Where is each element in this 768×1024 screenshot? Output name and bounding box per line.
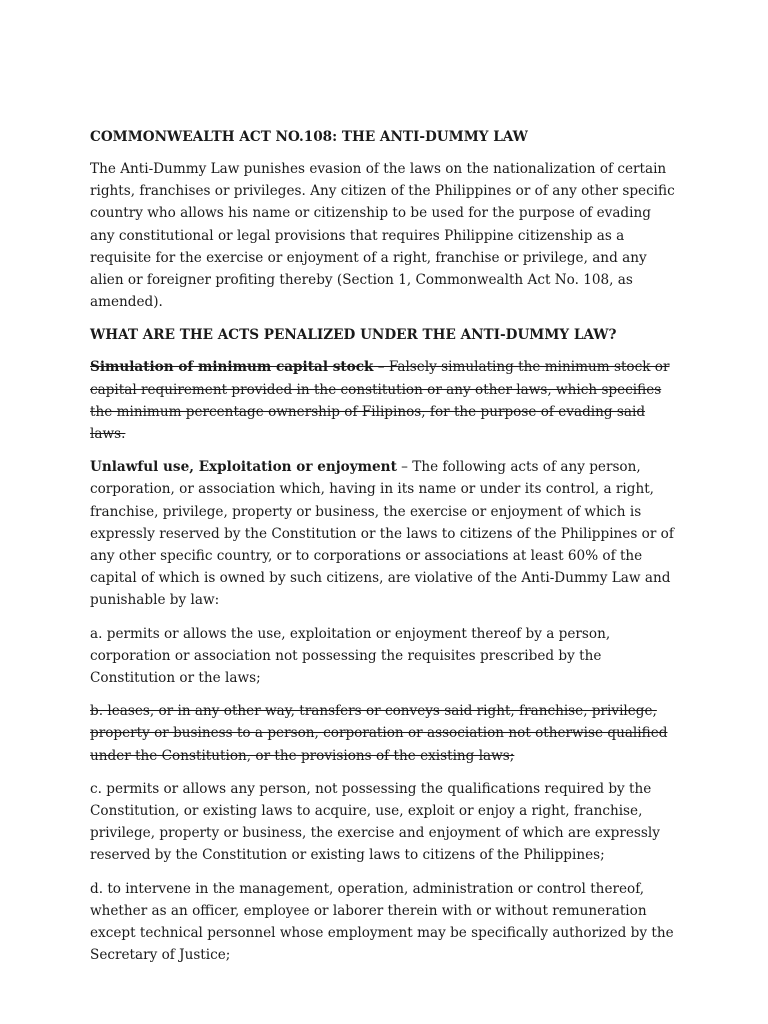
unlawful-use-text: – The following acts of any person, corporation, or association which, having in its name or under its control, a right, franchise, privilege, property or business, the exercise or enjoyment of which is expressly reserved by the Constitution or the laws to citizens of the Philippines or of any other specific country, or to corporations or associations at least 60% of the capital of which is owned by such citizens, are violative of the Anti-Dummy Law and punishable by law:: [90, 459, 674, 609]
list-item-d: d. to intervene in the management, operation, administration or control thereof, whether as an officer, employee or laborer therein with or without remuneration except technical personnel whose employment may be specifically authorized by the Secretary of Justice;: [90, 880, 674, 964]
unlawful-use-paragraph: [90, 456, 676, 611]
unlawful-use-label: Unlawful use, Exploitation or enjoyment: [90, 459, 397, 476]
section-heading: WHAT ARE THE ACTS PENALIZED UNDER THE ANTI-DUMMY LAW?: [90, 327, 617, 344]
list-item-c: c. permits or allows any person, not possessing the qualifications required by the Constitution, or existing laws to acquire, use, exploit or enjoy a right, franchise, privilege, property or business, the exercise and enjoyment of which are expressly reserved by the Constitution or existing laws to citizens of the Philippines;: [90, 780, 660, 864]
simulation-paragraph: [90, 356, 676, 445]
document-title: COMMONWEALTH ACT NO.108: THE ANTI-DUMMY LAW: [90, 129, 528, 145]
document-page: [90, 126, 676, 978]
simulation-text: – Falsely simulating the minimum stock or capital requirement provided in the constitution or any other laws, which specifies the minimum percentage ownership of Filipinos, for the purpose of evading said laws.: [90, 359, 670, 443]
list-item-b: b. leases, or in any other way, transfers or conveys said right, franchise, privilege, property or business to a person, corporation or association not otherwise qualified under the Constitution, or the provisions of the existing laws;: [90, 703, 668, 764]
list-item-a: a. permits or allows the use, exploitation or enjoyment thereof by a person, corporation or association not possessing the requisites prescribed by the Constitution or the laws;: [90, 625, 611, 687]
simulation-label: Simulation of minimum capital stock: [90, 359, 374, 376]
intro-paragraph: The Anti-Dummy Law punishes evasion of the laws on the nationalization of certain rights, franchises or privileges. Any citizen of the Philippines or of any other specific country who allows his name or citizenship to be used for the purpose of evading any constitutional or legal provisions that requires Philippine citizenship as a requisite for the exercise or enjoyment of a right, franchise or privilege, and any alien or foreigner profiting thereby (Section 1, Commonwealth Act No. 108, as amended).: [90, 161, 675, 311]
